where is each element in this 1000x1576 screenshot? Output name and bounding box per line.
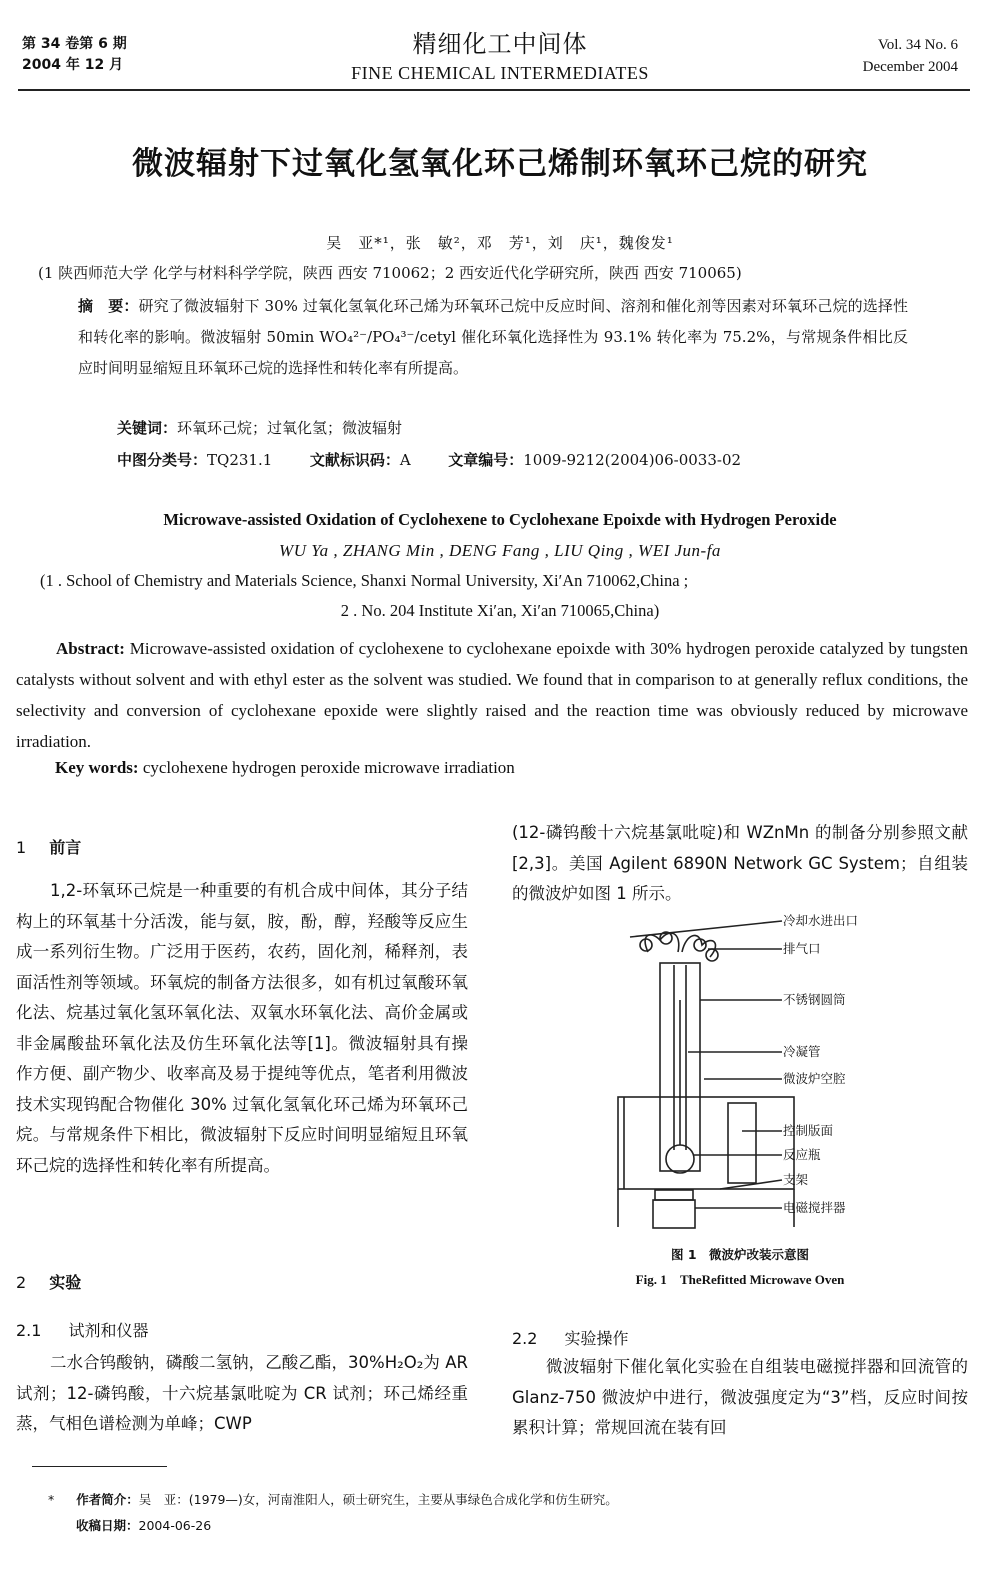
label-control-panel: 控制版面 — [783, 1123, 834, 1138]
footnote-marker: * — [48, 1492, 55, 1507]
reaction-flask — [666, 1145, 694, 1173]
journal-title-en: FINE CHEMICAL INTERMEDIATES — [351, 63, 649, 83]
header-rule — [18, 89, 970, 91]
section-2-1-number: 2.1 — [16, 1321, 42, 1340]
label-oven-cavity: 微波炉空腔 — [783, 1071, 846, 1086]
section-1-title: 前言 — [49, 838, 82, 857]
stirrer-body — [653, 1200, 695, 1228]
section-2-1-title: 试剂和仪器 — [68, 1321, 149, 1340]
journal-title-cn: 精细化工中间体 — [412, 30, 588, 58]
classification-cn — [117, 449, 741, 470]
label-steel-cylinder: 不锈钢圆筒 — [783, 992, 846, 1007]
journal-title — [0, 24, 1000, 84]
clc-label: 中图分类号： — [117, 451, 208, 469]
label-condenser: 冷凝管 — [783, 1044, 821, 1059]
doc-code-label: 文献标识码： — [309, 451, 400, 469]
clc-code: TQ231.1 — [207, 451, 273, 469]
abstract-en-label: Abstract: — [56, 639, 125, 658]
doc-code: A — [399, 451, 411, 469]
section-2-title: 实验 — [49, 1273, 82, 1292]
footnote-received — [76, 1516, 211, 1534]
label-reaction-flask: 反应瓶 — [783, 1147, 821, 1162]
label-stirrer: 电磁搅拌器 — [783, 1200, 846, 1215]
figure-1-diagram — [600, 905, 900, 1235]
section-2-2-text: 微波辐射下催化氧化实验在自组装电磁搅拌器和回流管的 Glanz-750 微波炉中进行，微波强度定为“3”档，反应时间按累积计算；常规回流在装有回 — [512, 1357, 968, 1437]
figure-1-caption-en-text: TheRefitted Microwave Oven — [679, 1272, 845, 1287]
section-2-1-text: 二水合钨酸钠，磷酸二氢钠，乙酸乙酯，30%H₂O₂为 AR 试剂；12-磷钨酸，十六烷基氯吡啶为 CR 试剂；环己烯经重蒸，气相色谱检测为单峰；CWP — [16, 1353, 468, 1433]
keywords-cn — [117, 417, 402, 438]
footnote-date-text: 2004-06-26 — [138, 1518, 212, 1533]
volume-issue-en: Vol. 34 No. 6 — [877, 37, 958, 53]
article-number: 1009-9212(2004)06-0033-02 — [523, 451, 742, 469]
figure-1-caption-en-number: Fig. 1 — [635, 1272, 667, 1287]
abstract-en-text: Microwave-assisted oxidation of cyclohexene to cyclohexane epoixde with 30% hydrogen peroxide catalyzed by tungsten catalysts without solvent and with ethyl ester as the solvent was studied. We found that in comparison to at generally reflux conditions, the selectivity and conversion of cyclohexane epoxide were slightly raised and the reaction time was obviously reduced by microwave irradiation. — [16, 639, 968, 751]
leader-stand — [720, 1180, 782, 1189]
keywords-en — [55, 758, 515, 778]
leader-cooling-water — [630, 921, 782, 937]
section-1-text: 1,2-环氧环己烷是一种重要的有机合成中间体，其分子结构上的环氧基十分活泼，能与氨，胺，酚，醇，羟酸等反应生成一系列衍生物。广泛用于医药，农药，固化剂，稀释剂，表面活性剂等领域。环氧烷的制备方法很多，如有机过氧酸环氧化法、烷基过氧化氢环氧化法、双氧水环氧化法、高价金属或非金属酸盐环氧化法及仿生环氧化法等[1]。微波辐射具有操作方便、副产物少、收率高及易于提纯等优点，笔者利用微波技术实现钨配合物催化 30% 过氧化氢氧化环己烯为环氧环己烷。与常规条件下相比，微波辐射下反应时间明显缩短且环氧环己烷的选择性和转化率有所提高。 — [16, 881, 468, 1175]
authors-en: WU Ya , ZHANG Min , DENG Fang , LIU Qing , WEI Jun-fa — [279, 541, 721, 560]
label-stand: 支架 — [783, 1172, 809, 1187]
affiliation-en-2: 2 . No. 204 Institute Xi′an, Xi′an 710065,China) — [340, 601, 660, 620]
footnote-date-label: 收稿日期： — [76, 1518, 139, 1533]
date-cn: 2004 年 12 月 — [22, 57, 124, 73]
article-number-label: 文章编号： — [448, 451, 524, 469]
footnote-rule — [32, 1466, 167, 1467]
abstract-en — [16, 633, 968, 757]
right-column-continuation: (12-磷钨酸十六烷基氯吡啶)和 WZnMn 的制备分别参照文献[2,3]。美国 Agilent 6890N Network GC System；自组装的微波炉如图 1 所示。 — [512, 823, 968, 903]
abstract-cn-label: 摘 要： — [78, 297, 139, 315]
section-2-2-heading — [512, 1326, 629, 1349]
section-2-1-heading — [16, 1318, 149, 1341]
keywords-en-label: Key words: — [55, 758, 139, 777]
date-en: December 2004 — [862, 59, 958, 75]
affiliation-en-1: (1 . School of Chemistry and Materials Science, Shanxi Normal University, Xi′An 710062,China ; — [40, 571, 689, 590]
section-2-2-title: 实验操作 — [564, 1329, 629, 1348]
section-2-number: 2 — [16, 1273, 27, 1292]
stirrer-top — [655, 1190, 693, 1200]
section-2-2-number: 2.2 — [512, 1329, 538, 1348]
authors-cn: 吴 亚*¹，张 敏²，邓 芳¹，刘 庆¹，魏俊发¹ — [326, 234, 674, 252]
journal-issue-en — [863, 34, 958, 78]
footnote-author-label: 作者简介： — [76, 1492, 139, 1507]
section-1-heading — [16, 835, 81, 858]
article-title-cn: 微波辐射下过氧化氢氧化环己烯制环氧环己烷的研究 — [132, 146, 868, 182]
keywords-cn-label: 关键词： — [117, 419, 178, 437]
oven-body — [618, 1097, 794, 1189]
label-cooling-water: 冷却水进出口 — [783, 913, 859, 928]
abstract-cn-text: 研究了微波辐射下 30% 过氧化氢氧化环己烯为环氧环己烷中反应时间、溶剂和催化剂等因素对环氧环己烷的选择性和转化率的影响。微波辐射 50min WO₄²⁻/PO₄³⁻/cetyl 催化环氧化选择性为 93.1% 转化率为 75.2%，与常规条件相比反应时间明显缩短且环氧环己烷的选择性和转化率有所提高。 — [78, 297, 908, 377]
control-panel — [728, 1103, 756, 1183]
section-1-number: 1 — [16, 838, 27, 857]
affiliation-cn: (1 陕西师范大学 化学与材料科学学院，陕西 西安 710062；2 西安近代化学研究所，陕西 西安 710065) — [38, 264, 742, 282]
footnote-author — [48, 1490, 618, 1508]
figure-1-caption-en — [512, 1272, 968, 1288]
tube-loop-3 — [694, 939, 706, 951]
volume-issue-cn: 第 34 卷第 6 期 — [22, 36, 127, 52]
keywords-en-text: cyclohexene hydrogen peroxide microwave irradiation — [142, 758, 515, 777]
figure-1-caption-cn: 图 1 微波炉改装示意图 — [670, 1247, 810, 1262]
label-vent: 排气口 — [783, 941, 821, 956]
abstract-cn — [78, 291, 908, 384]
article-title-en: Microwave-assisted Oxidation of Cyclohexene to Cyclohexane Epoixde with Hydrogen Peroxide — [163, 510, 837, 529]
section-2-heading — [16, 1270, 81, 1293]
footnote-author-text: 吴 亚：(1979—)女，河南淮阳人，硕士研究生，主要从事绿色合成化学和仿生研究。 — [138, 1492, 618, 1507]
keywords-cn-text: 环氧环己烷；过氧化氢；微波辐射 — [177, 419, 403, 437]
